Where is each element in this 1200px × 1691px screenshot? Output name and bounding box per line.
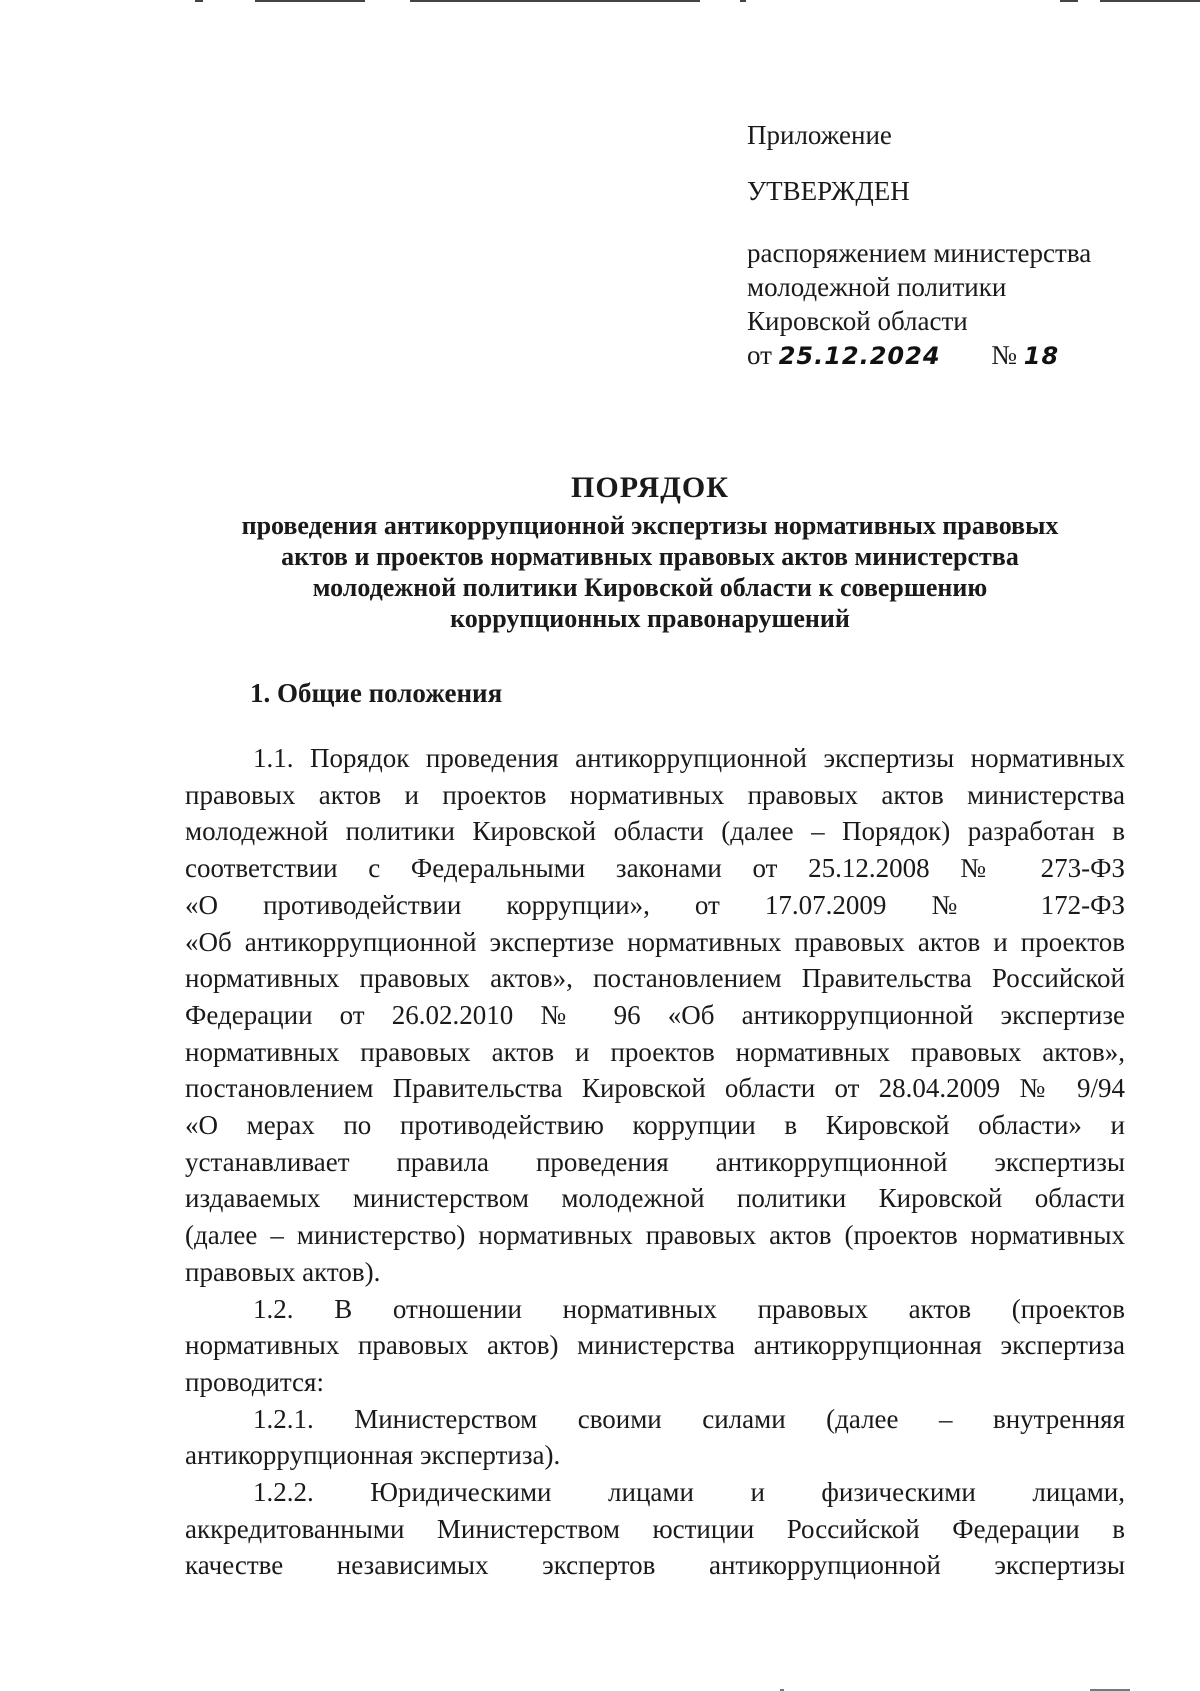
p1-2-1-line-1: 1.2.1. Министерством своими силами (далее – внутренняя: [253, 1403, 1125, 1434]
number-label: №: [991, 340, 1018, 370]
p1-2-1-line-2: антикоррупционная экспертиза).: [185, 1440, 561, 1471]
title-sub-line-2: актов и проектов нормативных правовых актов министерства: [281, 542, 1019, 571]
p1-1-line-1: 1.1. Порядок проведения антикоррупционной экспертизы нормативных: [253, 743, 1125, 773]
section-heading: 1. Общие положения: [250, 678, 503, 708]
scan-bottom-marks: [0, 1685, 1200, 1691]
paragraph-1-2-2: [185, 1474, 1125, 1584]
p1-2-2-line-3: качестве независимых экспертов антикоррупционной экспертизы: [185, 1550, 1125, 1581]
p1-1-line-11: «О мерах по противодействию коррупции в Кировской области» и: [185, 1110, 1125, 1141]
document-title: [150, 470, 1150, 634]
approved-label: УТВЕРЖДЕН: [747, 176, 910, 206]
p1-2-2-line-2: аккредитованными Министерством юстиции Российской Федерации в: [185, 1513, 1125, 1544]
approved-by-line-3: Кировской области: [747, 306, 968, 336]
approved-by-line-1: распоряжением министерства: [747, 238, 1092, 268]
handwritten-number: 18: [1023, 342, 1060, 370]
title-main: ПОРЯДОК: [571, 471, 729, 504]
paragraph-1-1: [185, 740, 1125, 1291]
title-sub-line-3: молодежной политики Кировской области к совершению: [312, 573, 988, 602]
p1-2-line-1: 1.2. В отношении нормативных правовых актов (проектов: [253, 1293, 1125, 1324]
p1-1-line-9: нормативных правовых актов и проектов нормативных правовых актов»,: [185, 1036, 1125, 1067]
document-body: [185, 740, 1125, 1584]
appendix-label: Приложение: [747, 120, 892, 150]
p1-1-line-14: (далее – министерство) нормативных правовых актов (проектов нормативных: [185, 1220, 1125, 1251]
p1-2-line-3: проводится:: [185, 1366, 324, 1397]
p1-1-line-5: «О противодействии коррупции», от 17.07.2009 № 172-ФЗ: [185, 889, 1125, 920]
p1-1-line-3: молодежной политики Кировской области (далее – Порядок) разработан в: [185, 816, 1125, 847]
paragraph-1-2-1: [185, 1401, 1125, 1474]
p1-1-line-12: устанавливает правила проведения антикоррупционной экспертизы: [185, 1146, 1125, 1177]
scan-edge-marks: [0, 0, 1200, 4]
approved-by-line-2: молодежной политики: [747, 272, 1007, 302]
p1-2-line-2: нормативных правовых актов) министерства антикоррупционная экспертиза: [185, 1330, 1125, 1361]
approval-block: [747, 118, 1167, 373]
p1-1-line-10: постановлением Правительства Кировской области от 28.04.2009 № 9/94: [185, 1073, 1125, 1104]
p1-1-line-13: издаваемых министерством молодежной политики Кировской области: [185, 1183, 1125, 1214]
p1-1-line-4: соответствии с Федеральными законами от 25.12.2008 № 273-ФЗ: [185, 853, 1125, 884]
title-sub-line-1: проведения антикоррупционной экспертизы нормативных правовых: [241, 511, 1059, 540]
handwritten-date: 25.12.2024: [778, 342, 941, 370]
p1-1-line-8: Федерации от 26.02.2010 № 96 «Об антикоррупционной экспертизе: [185, 999, 1125, 1030]
p1-1-line-7: нормативных правовых актов», постановлением Правительства Российской: [185, 963, 1125, 994]
date-number-line: [747, 338, 1167, 373]
paragraph-1-2: [185, 1291, 1125, 1401]
p1-2-2-line-1: 1.2.2. Юридическими лицами и физическими лицами,: [253, 1477, 1125, 1508]
p1-1-line-6: «Об антикоррупционной экспертизе нормативных правовых актов и проектов: [185, 926, 1125, 957]
p1-1-line-15: правовых актов).: [185, 1256, 381, 1287]
date-prefix: от: [747, 340, 772, 370]
p1-1-line-2: правовых актов и проектов нормативных правовых актов министерства: [185, 779, 1125, 810]
title-subtitle: [150, 510, 1150, 634]
title-sub-line-4: коррупционных правонарушений: [450, 604, 850, 633]
